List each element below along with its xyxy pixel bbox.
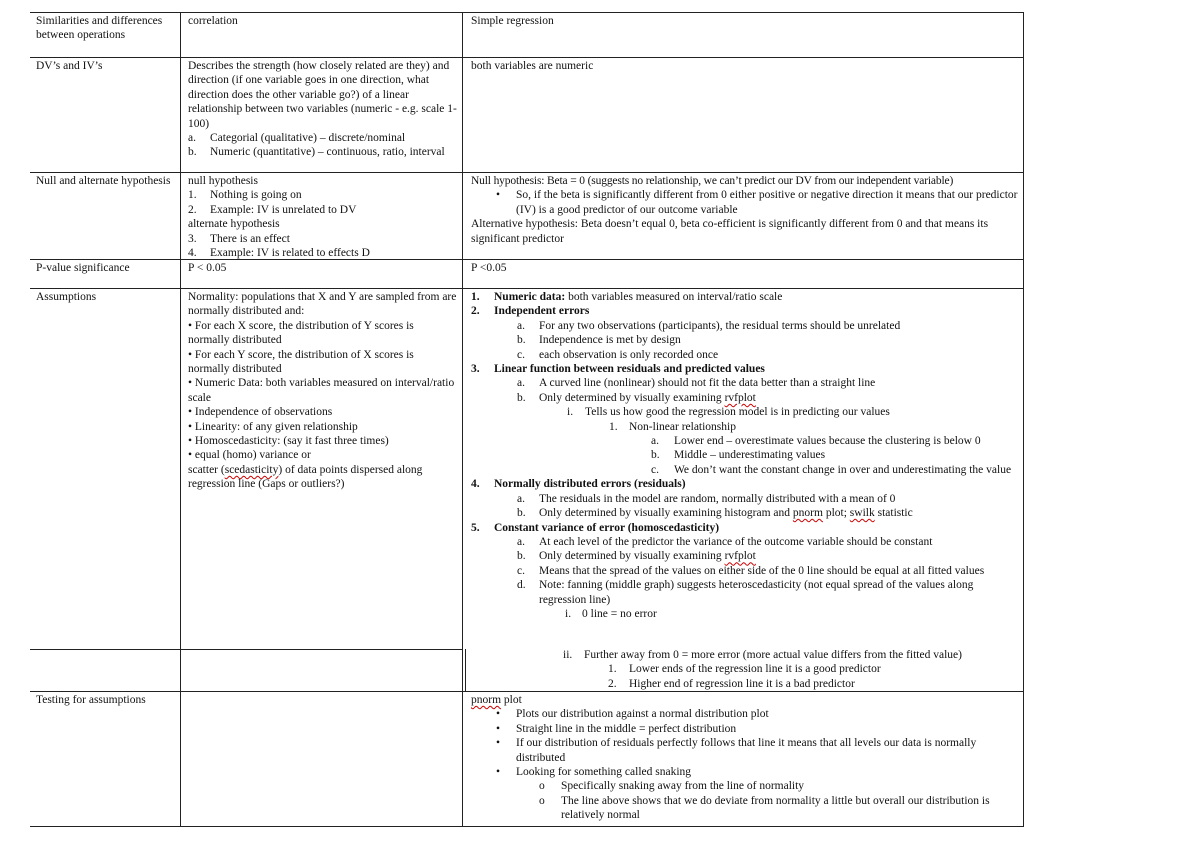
list-marker: 5. (471, 521, 480, 534)
sub-item-text: Note: fanning (middle graph) suggests heteroscedasticity (not equal spread of the values along regression line) (539, 579, 974, 606)
sub-item-text: 0 line = no error (582, 607, 657, 620)
sub-item-text: Middle – underestimating values (674, 449, 826, 462)
assumption-text: • Homoscedasticity: (say it fast three times) (188, 435, 389, 448)
sub-item (471, 677, 1021, 691)
table-border-right (1023, 12, 1024, 826)
testing-label-cell (36, 693, 176, 707)
sub-item-text: each observation is only recorded once (539, 348, 719, 361)
list-item-text: Example: IV is unrelated to DV (210, 203, 357, 216)
list-marker: ii. (563, 649, 573, 661)
text-run: ) of data points dispersed along regression line (Gaps or outliers?) (188, 463, 423, 491)
header-regression-cell (471, 14, 1019, 28)
assumptions-regression-cell (471, 290, 1021, 621)
sub-item (471, 662, 1021, 676)
pvalue-label-cell (36, 261, 176, 275)
assumption-text: Normality: populations that X and Y are sampled from are normally distributed and: (188, 291, 457, 318)
sub-bullet-marker: o (539, 780, 545, 793)
list-marker: 2. (188, 203, 197, 216)
list-marker: 4. (471, 478, 480, 491)
column-divider (462, 12, 463, 826)
assumptions-label-cell (36, 290, 176, 304)
assumptions-correlation-cell (188, 290, 458, 492)
sub-item-text: A curved line (nonlinear) should not fit the data better than a straight line (539, 377, 876, 390)
list-marker: i. (567, 406, 574, 419)
list-marker: a. (188, 132, 196, 145)
sub-item-text: Only determined by visually examining (539, 391, 725, 404)
assumptions-label: Assumptions (36, 291, 97, 303)
sub-item-text: Tells us how good the regression model is in predicting our values (585, 406, 890, 419)
spellcheck-word: pnorm (792, 507, 823, 520)
sub-item-text: At each level of the predictor the variance of the outcome variable should be constant (539, 535, 933, 548)
sub-bullet-text: The line above shows that we do deviate from normality a little but overall our distribution is relatively normal (561, 794, 990, 822)
list-marker: 3. (471, 363, 480, 376)
assumption-text: • equal (homo) variance or (188, 449, 311, 462)
header-topic: Similarities and differences between operations (36, 15, 163, 42)
sub-item-text: Only determined by visually examining histogram and (539, 507, 793, 520)
pvalue-correlation: P < 0.05 (188, 262, 227, 274)
list-item (188, 188, 458, 202)
sub-item (471, 607, 1021, 621)
sub-item-text: Higher end of regression line it is a bad predictor (629, 677, 855, 690)
assumption-text: • Linearity: of any given relationship (188, 420, 358, 433)
list-marker: b. (517, 391, 526, 404)
list-marker: a. (651, 435, 659, 448)
hypothesis-regression-cell (471, 174, 1019, 246)
assumption-text: • Independence of observations (188, 406, 333, 419)
sub-item (471, 564, 1021, 578)
sub-item-text: plot; (822, 507, 850, 520)
regression-alternative-hypothesis: Alternative hypothesis: Beta doesn’t equal 0, beta co-efficient is significantly different from 0 and that means its significant predictor (471, 218, 989, 245)
header-regression: Simple regression (471, 15, 554, 27)
sub-item-text: The residuals in the model are random, normally distributed with a mean of 0 (539, 492, 896, 505)
hypothesis-correlation-cell (188, 174, 458, 260)
dv-iv-correlation-text: Describes the strength (how closely related are they) and direction (if one variable goes in one direction, what direction does the other variable go?) of a linear relationship between two variables (numeric - e.g. scale 1-100) (188, 60, 457, 130)
list-marker: 1. (609, 420, 618, 433)
list-marker: 2. (608, 677, 617, 690)
pvalue-regression-cell (471, 261, 1019, 275)
list-marker: b. (517, 507, 526, 520)
list-marker: 1. (188, 189, 197, 202)
list-item (188, 232, 458, 246)
assumption-title: Constant variance of error (homoscedasticity) (494, 521, 720, 534)
spellcheck-word: rvfplot (724, 550, 756, 563)
hypothesis-label: Null and alternate hypothesis (36, 175, 171, 187)
list-marker: 1. (608, 663, 617, 676)
list-item-text: There is an effect (210, 232, 290, 245)
list-item (188, 246, 458, 260)
pvalue-correlation-cell (188, 261, 458, 275)
list-marker: i. (565, 607, 572, 620)
pvalue-regression: P <0.05 (471, 262, 507, 274)
list-marker: a. (517, 377, 525, 390)
sub-item (471, 463, 1021, 477)
list-marker: c. (517, 564, 525, 577)
bullet-marker: • (496, 766, 501, 779)
dv-iv-regression-text: both variables are numeric (471, 60, 594, 72)
list-marker: b. (517, 550, 526, 563)
sub-item (471, 376, 1021, 390)
bullet-item (471, 765, 1021, 779)
list-item (471, 188, 1019, 217)
pvalue-label: P-value significance (36, 262, 130, 274)
list-marker: a. (517, 535, 525, 548)
bullet-text: Plots our distribution against a normal distribution plot (516, 708, 769, 721)
spellcheck-word: pnorm (471, 694, 502, 706)
bullet-text: Looking for something called snaking (516, 766, 692, 779)
assumption-text: • For each X score, the distribution of Y scores is normally distributed (188, 319, 414, 347)
assumption-text (188, 463, 458, 492)
sub-item-text: Independence is met by design (539, 334, 681, 347)
sub-item-text: Further away from 0 = more error (more actual value differs from the fitted value) (584, 649, 962, 661)
column-divider (465, 649, 466, 691)
sub-bullet-item (471, 779, 1021, 793)
list-marker: b. (188, 146, 197, 159)
list-item (188, 203, 458, 217)
list-marker: d. (517, 579, 526, 592)
assumption-text: • Numeric Data: both variables measured on interval/ratio scale (188, 377, 455, 404)
assumption-title: Numeric data: (494, 291, 566, 303)
sub-item-text: Lower ends of the regression line it is a good predictor (629, 663, 881, 676)
spellcheck-word: swilk (849, 507, 875, 520)
sub-item (471, 506, 1021, 520)
testing-label: Testing for assumptions (36, 694, 146, 706)
sub-item (471, 434, 1021, 448)
header-topic-cell (36, 14, 176, 43)
list-marker: c. (651, 463, 659, 476)
row-divider (30, 649, 462, 650)
assumption-item (471, 304, 1021, 318)
list-marker: b. (517, 334, 526, 347)
column-divider (180, 12, 181, 826)
sub-item-text: We don’t want the constant change in over and underestimating the value (674, 463, 1012, 476)
list-marker: a. (517, 319, 525, 332)
text-run: scatter ( (188, 463, 225, 476)
dv-iv-label-cell (36, 59, 176, 73)
sub-item (471, 578, 1021, 607)
list-item-text: So, if the beta is significantly different from 0 either positive or negative direction it means that our predictor (IV) is a good predictor of our outcome variable (516, 189, 1018, 216)
list-item-text: Example: IV is related to effects D (210, 247, 370, 260)
null-hypothesis-heading: null hypothesis (188, 175, 258, 187)
sub-item-text: Lower end – overestimate values because the clustering is below 0 (674, 435, 981, 448)
spellcheck-word: rvfplot (724, 391, 756, 404)
alternate-hypothesis-heading: alternate hypothesis (188, 218, 280, 231)
sub-item-text: Only determined by visually examining (539, 550, 725, 563)
sub-item-text: Means that the spread of the values on either side of the 0 line should be equal at all fitted values (539, 564, 985, 577)
sub-item (471, 648, 1021, 662)
table-border-bottom (30, 826, 1024, 827)
pnorm-plot-heading (471, 693, 1021, 707)
dv-iv-label: DV’s and IV’s (36, 60, 103, 72)
continuation-regression-cell (471, 648, 1021, 691)
sub-bullet-marker: o (539, 794, 545, 807)
sub-bullet-text: Specifically snaking away from the line of normality (561, 780, 805, 793)
bullet-item (471, 722, 1021, 736)
sub-item (471, 549, 1021, 563)
header-correlation: correlation (188, 15, 238, 27)
bullet-marker: • (496, 737, 501, 750)
dv-iv-correlation-cell (188, 59, 458, 160)
assumption-text: • For each Y score, the distribution of X scores is normally distributed (188, 348, 414, 376)
assumption-item (471, 290, 1021, 304)
sub-item (471, 492, 1021, 506)
list-marker: 3. (188, 232, 197, 245)
testing-regression-cell (471, 693, 1021, 823)
text-run: plot (501, 694, 522, 706)
sub-item (471, 333, 1021, 347)
sub-item (471, 348, 1021, 362)
dv-type-numeric: Numeric (quantitative) – continuous, ratio, interval (210, 146, 445, 159)
list-marker: a. (517, 492, 525, 505)
sub-item (471, 448, 1021, 462)
list-item-text: Nothing is going on (210, 189, 302, 202)
bullet-item (471, 707, 1021, 721)
bullet-marker: • (496, 189, 501, 202)
assumption-item (471, 362, 1021, 376)
list-marker: 2. (471, 305, 480, 318)
dv-type-categorial: Categorial (qualitative) – discrete/nominal (210, 132, 406, 145)
bullet-marker: • (496, 722, 501, 735)
sub-item (471, 391, 1021, 405)
list-marker: 4. (188, 247, 197, 260)
sub-item (471, 535, 1021, 549)
hypothesis-label-cell (36, 174, 176, 188)
bullet-text: Straight line in the middle = perfect distribution (516, 722, 737, 735)
sub-bullet-item (471, 794, 1021, 823)
header-correlation-cell (188, 14, 458, 28)
bullet-marker: • (496, 708, 501, 721)
sub-item-text: statistic (874, 507, 913, 520)
assumption-title: Normally distributed errors (residuals) (494, 478, 686, 491)
assumption-title: Independent errors (494, 305, 590, 318)
regression-null-hypothesis: Null hypothesis: Beta = 0 (suggests no relationship, we can’t predict our DV from our independent variable) (471, 175, 954, 187)
spellcheck-word: scedasticity (224, 463, 279, 476)
sub-item-text: For any two observations (participants), the residual terms should be unrelated (539, 319, 901, 332)
sub-item-text: Non-linear relationship (629, 420, 736, 433)
assumption-title: Linear function between residuals and predicted values (494, 363, 765, 376)
bullet-item (471, 736, 1021, 765)
bullet-text: If our distribution of residuals perfectly follows that line it means that all levels our data is normally distributed (516, 737, 977, 764)
list-marker: 1. (471, 291, 480, 303)
sub-item (471, 319, 1021, 333)
assumption-item (471, 521, 1021, 535)
sub-item (471, 405, 1021, 419)
sub-item (471, 420, 1021, 434)
assumption-text: both variables measured on interval/ratio scale (565, 291, 783, 303)
assumption-item (471, 477, 1021, 491)
dv-iv-regression-cell (471, 59, 1019, 73)
list-marker: c. (517, 348, 525, 361)
list-marker: b. (651, 449, 660, 462)
